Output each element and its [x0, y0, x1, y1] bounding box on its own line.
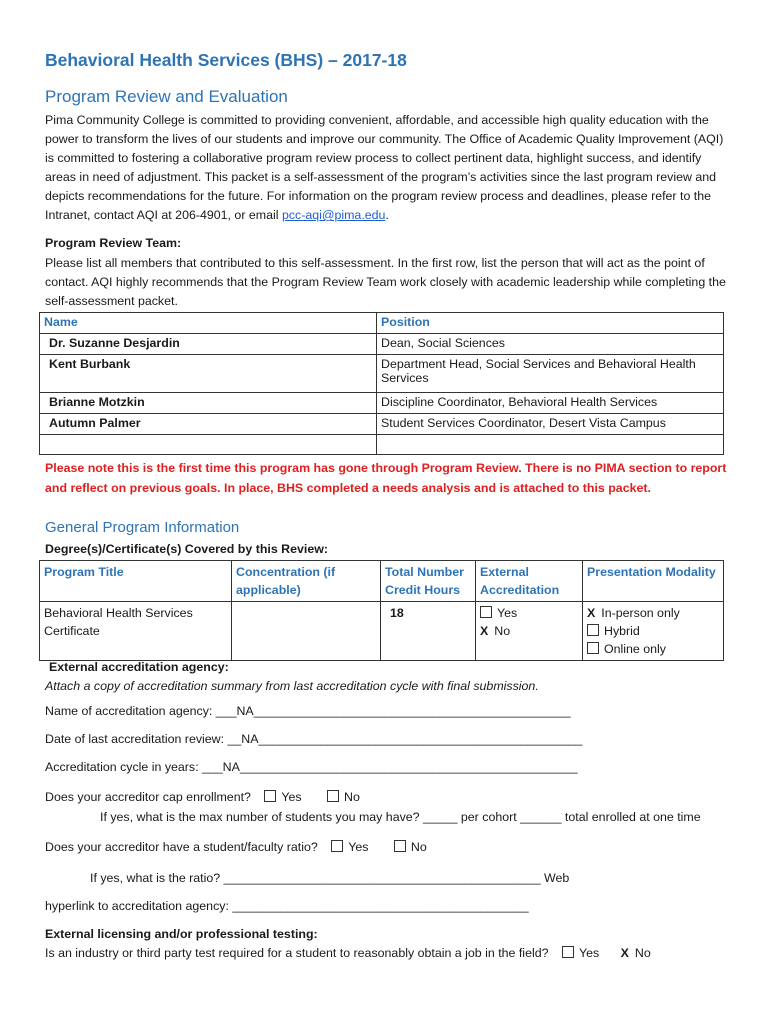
modality-inperson-option[interactable]: [587, 604, 719, 622]
member-position: Discipline Coordinator, Behavioral Health Services: [377, 393, 724, 414]
accred-yes-option[interactable]: [480, 604, 578, 622]
accred-no-label: No: [494, 624, 511, 638]
notice-text: Please note this is the first time this program has gone through Program Review. There is no PIMA section to report and reflect on previous goals. In place, BHS completed a needs analysis and is attached to this packet.: [45, 461, 727, 495]
checkbox-icon[interactable]: [480, 606, 492, 618]
modality-hybrid-label: Hybrid: [604, 624, 640, 638]
checkbox-icon[interactable]: [331, 840, 343, 852]
table-row: [40, 414, 724, 435]
member-position: [377, 435, 724, 455]
table-row: [40, 435, 724, 455]
checkbox-icon[interactable]: [587, 624, 599, 636]
hyperlink-field[interactable]: hyperlink to accreditation agency: ___________________________________________: [45, 899, 529, 913]
team-heading: Program Review Team:: [45, 236, 182, 250]
checkbox-icon[interactable]: [327, 790, 339, 802]
covered-heading: Degree(s)/Certificate(s) Covered by this Review:: [45, 542, 329, 556]
licensing-heading: External licensing and/or professional testing:: [45, 927, 318, 941]
member-position: Student Services Coordinator, Desert Vista Campus: [377, 414, 724, 435]
x-mark: X: [587, 606, 596, 620]
cap-yes-label: Yes: [281, 790, 302, 804]
intro-paragraph: [45, 111, 735, 225]
table-row: [40, 393, 724, 414]
table-row: [40, 334, 724, 355]
col-title-header: Program Title: [40, 561, 232, 602]
checkbox-icon[interactable]: [264, 790, 276, 802]
member-name: Kent Burbank: [40, 355, 377, 393]
licensing-yes-label: Yes: [578, 946, 600, 960]
col-accreditation-header: External Accreditation: [476, 561, 583, 602]
modality-online-label: Online only: [604, 642, 666, 656]
member-name: Brianne Motzkin: [40, 393, 377, 414]
cap-enrollment-row: [45, 790, 360, 804]
ratio-no-label: No: [410, 840, 427, 854]
intro-end: .: [385, 208, 389, 222]
ratio-yes-label: Yes: [348, 840, 369, 854]
program-table: [39, 560, 724, 661]
ratio-field[interactable]: If yes, what is the ratio? ______________________________________________ Web: [90, 871, 570, 885]
page-subtitle: Program Review and Evaluation: [45, 87, 288, 106]
member-position: Department Head, Social Services and Behavioral Health Services: [377, 355, 724, 393]
modality-inperson-label: In-person only: [601, 606, 680, 620]
col-name-header: Name: [40, 313, 377, 334]
col-credits-header: Total Number Credit Hours: [381, 561, 476, 602]
max-students-field[interactable]: If yes, what is the max number of students you may have? _____ per cohort ______ total enrolled at one time: [100, 810, 701, 824]
cap-yes-option[interactable]: [264, 790, 301, 804]
team-instructions: Please list all members that contributed to this self-assessment. In the first row, list the person that will act as the point of contact. AQI highly recommends that the Program Review Team work closely with academic leadership while completing the self-assessment packet.: [45, 256, 726, 308]
accreditation-attach-note: Attach a copy of accreditation summary from last accreditation cycle with final submission.: [45, 679, 539, 693]
licensing-yes-option[interactable]: [562, 946, 599, 960]
checkbox-icon[interactable]: [587, 642, 599, 654]
col-position-header: Position: [377, 313, 724, 334]
ratio-row: [45, 840, 427, 854]
agency-name-field[interactable]: Name of accreditation agency: ___NA______________________________________________: [45, 704, 571, 718]
member-name: [40, 435, 377, 455]
licensing-no-label: No: [634, 946, 651, 960]
modality-online-option[interactable]: [587, 640, 719, 658]
x-mark: X: [480, 624, 489, 638]
page-title: Behavioral Health Services (BHS) – 2017-18: [45, 50, 407, 70]
accreditation-cell: [476, 602, 583, 661]
col-modality-header: Presentation Modality: [583, 561, 724, 602]
last-review-date-field[interactable]: Date of last accreditation review: __NA_______________________________________________: [45, 732, 583, 746]
accred-yes-label: Yes: [497, 606, 518, 620]
cap-enrollment-question: Does your accreditor cap enrollment?: [45, 790, 251, 804]
general-heading: General Program Information: [45, 519, 240, 536]
member-name: Dr. Suzanne Desjardin: [40, 334, 377, 355]
modality-cell: [583, 602, 724, 661]
licensing-no-option[interactable]: [621, 946, 651, 960]
intro-text: Pima Community College is committed to providing convenient, affordable, and accessible high quality education with the power to transform the lives of our students and improve our community. The Office of Academic Quality Improvement (AQI) is committed to fostering a collaborative program review process to collect pertinent data, highlight success, and identify areas in need of adjustment. This packet is a self-assessment of the program’s activities since the last program review and depicts recommendations for the future. For information on the program review process and deadlines, please refer to the Intranet, contact AQI at 206-4901, or email: [45, 113, 724, 222]
accreditation-cycle-field[interactable]: Accreditation cycle in years: ___NA_________________________________________________: [45, 760, 578, 774]
program-title: Behavioral Health Services Certificate: [40, 602, 232, 661]
checkbox-icon[interactable]: [394, 840, 406, 852]
accred-no-option[interactable]: [480, 622, 578, 640]
licensing-question: Is an industry or third party test required for a student to reasonably obtain a job in the field?: [45, 946, 549, 960]
email-link[interactable]: pcc-aqi@pima.edu: [281, 208, 386, 222]
checkbox-icon[interactable]: [562, 946, 574, 958]
x-mark: X: [620, 946, 629, 960]
credit-hours: 18: [381, 602, 476, 661]
concentration-value: [232, 602, 381, 661]
col-concentration-header: Concentration (if applicable): [232, 561, 381, 602]
modality-hybrid-option[interactable]: [587, 622, 719, 640]
ratio-question: Does your accreditor have a student/faculty ratio?: [45, 840, 318, 854]
ratio-yes-option[interactable]: [331, 840, 368, 854]
ratio-no-option[interactable]: [394, 840, 427, 854]
member-position: Dean, Social Sciences: [377, 334, 724, 355]
member-name: Autumn Palmer: [40, 414, 377, 435]
table-row: [40, 355, 724, 393]
licensing-row: [45, 946, 651, 960]
team-table: [39, 312, 724, 455]
cap-no-option[interactable]: [327, 790, 360, 804]
table-row: [40, 602, 724, 661]
accreditation-heading: External accreditation agency:: [49, 660, 229, 674]
cap-no-label: No: [344, 790, 360, 804]
